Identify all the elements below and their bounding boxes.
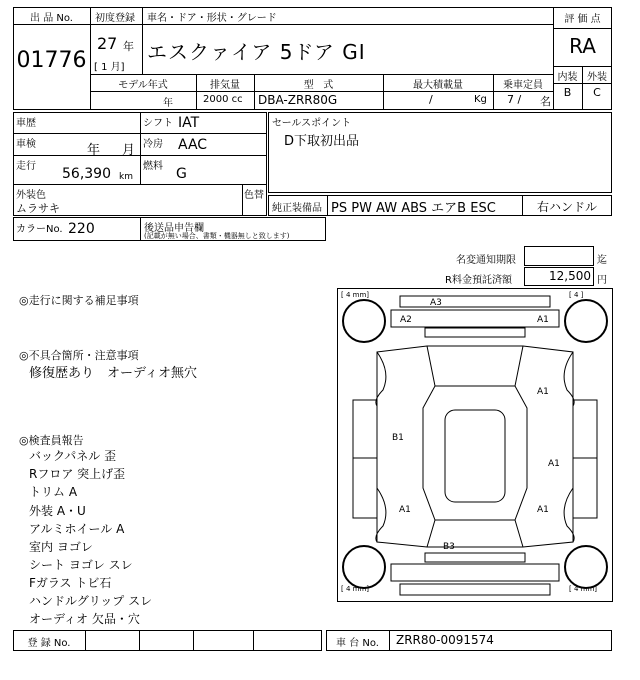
ac-label: 冷房 — [143, 139, 163, 150]
displacement: 2000 cc — [203, 94, 243, 105]
color-no-label: カラーNo. — [16, 224, 63, 235]
windshield — [427, 346, 523, 386]
inspector-line: Rフロア 突上げ歪 — [29, 467, 126, 481]
mileage: 56,390 — [62, 166, 111, 182]
recycle-amount: 12,500 — [549, 269, 591, 283]
damage-mark-b3: B3 — [443, 542, 455, 552]
max-load-unit: Kg — [474, 94, 487, 105]
inspector-line: 室内 ヨゴレ — [29, 540, 93, 554]
inspector-title: ◎検査員報告 — [19, 434, 84, 447]
inspector-line: トリム A — [29, 485, 78, 499]
lot-no: 01776 — [16, 48, 87, 73]
inspector-line: オーディオ 欠品・穴 — [29, 612, 140, 626]
grade-label: 評 価 点 — [564, 14, 601, 25]
tire-label-fl: [ 4 mm] — [341, 291, 370, 299]
reg-year-unit: 年 — [123, 40, 134, 53]
inspector-line: 外装 A・U — [29, 504, 86, 518]
capacity-label: 乗車定員 — [503, 80, 543, 91]
wheel-front-left — [343, 300, 385, 342]
color: ムラサキ — [16, 202, 60, 215]
left-front-door — [353, 400, 377, 458]
name-change-box — [524, 246, 594, 266]
body-outline — [377, 346, 573, 547]
model-type: DBA-ZRR80G — [258, 93, 338, 107]
aftermarket-label: 後送品申告欄 — [144, 223, 204, 234]
tire-label-rr: [ 4 mm] — [569, 585, 598, 593]
front-grille — [425, 328, 525, 337]
left-rear-door — [353, 458, 377, 518]
capacity-unit: 名 — [540, 95, 551, 108]
chassis-no: ZRR80-0091574 — [396, 633, 494, 647]
defects-text: 修復歴あり オーディオ無穴 — [29, 366, 197, 381]
reg-year: 27 — [97, 34, 118, 53]
max-load-label: 最大積載量 — [413, 80, 463, 91]
tire-label-rl: [ 4 mm] — [341, 585, 370, 593]
rear-lamp — [425, 553, 525, 562]
model-year-unit: 年 — [163, 98, 173, 109]
steering: 右ハンドル — [537, 200, 598, 214]
shift-label: シフト — [143, 118, 173, 129]
inspector-line: アルミホイール A — [29, 522, 125, 536]
car-name-label: 車名・ドア・形状・グレード — [147, 13, 277, 24]
damage-mark-a1-right-mid: A1 — [548, 459, 560, 469]
rear-window — [427, 520, 523, 547]
panel-front-bumper — [400, 296, 550, 307]
shift: IAT — [178, 115, 200, 131]
damage-mark-a1-right-front: A1 — [537, 387, 549, 397]
overall-grade: RA — [569, 34, 596, 58]
type-label: 型 式 — [303, 80, 334, 91]
mileage-unit: km — [119, 172, 133, 182]
inspector-line: ハンドルグリップ スレ — [29, 594, 153, 608]
mileage-label: 走行 — [16, 161, 36, 172]
capacity: 7 / — [507, 93, 522, 106]
aftermarket-note: (記載が無い場合、書類・機器無しと致します) — [144, 232, 290, 240]
exterior-score: C — [593, 86, 601, 99]
wheel-rear-right — [565, 546, 607, 588]
inspection-label: 車検 — [16, 139, 36, 150]
roof — [423, 386, 527, 520]
max-load-slash: / — [429, 93, 433, 106]
damage-mark-b1: B1 — [392, 433, 404, 443]
name-change-unit: 迄 — [597, 255, 607, 266]
reg-month: [ 1 月] — [94, 62, 125, 73]
inspection-year-unit: 年 — [87, 143, 101, 158]
damage-mark-a1-right-rear: A1 — [537, 505, 549, 515]
damage-mark-a3: A3 — [430, 298, 442, 308]
color-label: 外装色 — [16, 190, 46, 201]
inspector-line: シート ヨゴレ スレ — [29, 558, 133, 572]
chassis-label: 車 台 No. — [336, 638, 379, 649]
interior-label: 内装 — [557, 72, 578, 83]
ac: AAC — [178, 137, 208, 153]
inspector-line: Fガラス トビ石 — [29, 576, 112, 590]
vehicle-diagram — [337, 288, 613, 602]
defects-title: ◎不具合箇所・注意事項 — [19, 349, 139, 362]
options-label: 純正装備品 — [272, 203, 322, 214]
fuel-label: 燃料 — [143, 161, 163, 172]
damage-mark-a2: A2 — [400, 315, 412, 325]
recycle-unit: 円 — [597, 275, 607, 286]
roof-panel — [445, 410, 505, 502]
damage-mark-a1-left-rear: A1 — [399, 505, 411, 515]
wheel-rear-left — [343, 546, 385, 588]
wheel-front-right — [565, 300, 607, 342]
driving-notes-title: ◎走行に関する補足事項 — [19, 294, 139, 307]
car-name: エスクァイア 5ドア GI — [147, 40, 366, 64]
displacement-label: 排気量 — [210, 80, 240, 91]
inspector-line: バックパネル 歪 — [29, 449, 117, 463]
panel-front-hood-edge — [391, 310, 559, 327]
color-change-label: 色替 — [244, 190, 264, 201]
name-change-label: 名変通知期限 — [456, 255, 516, 266]
interior-score: B — [563, 86, 572, 99]
lot-no-label: 出 品 No. — [30, 13, 73, 24]
sales-point: D下取初出品 — [284, 134, 360, 149]
history-label: 車歴 — [16, 118, 36, 129]
recycle-label: R料金預託済額 — [445, 275, 512, 286]
exterior-label: 外装 — [587, 72, 607, 83]
right-front-door — [573, 400, 597, 458]
panel-rear-bumper — [400, 584, 550, 595]
sales-point-label: セールスポイント — [272, 118, 352, 129]
options: PS PW AW ABS エアB ESC — [331, 201, 496, 216]
side-sills — [377, 406, 573, 488]
right-rear-door — [573, 458, 597, 518]
inspection-month-unit: 月 — [122, 143, 136, 158]
reg-no-label: 登 録 No. — [27, 638, 71, 649]
color-no: 220 — [68, 221, 95, 237]
panel-rear-gate-edge — [391, 564, 559, 581]
damage-mark-a1-front: A1 — [537, 315, 549, 325]
fuel: G — [176, 166, 187, 182]
first-reg-label: 初度登録 — [95, 13, 135, 24]
tire-label-fr: [ 4 ] — [569, 291, 584, 299]
model-year-label: モデル年式 — [118, 80, 168, 91]
